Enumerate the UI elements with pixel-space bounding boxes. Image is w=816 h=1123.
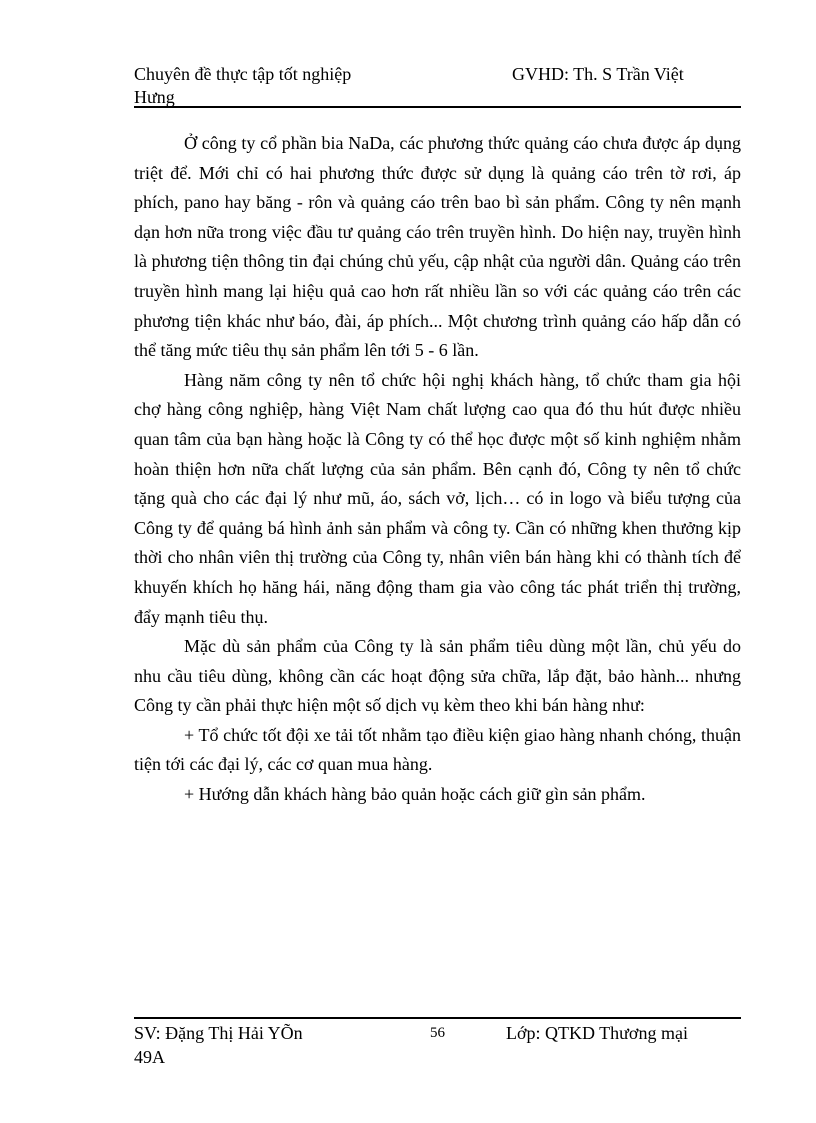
bullet-truck-fleet: + Tổ chức tốt đội xe tải tốt nhằm tạo điều kiện giao hàng nhanh chóng, thuận tiện tới các đại lý, các cơ quan mua hàng. (134, 724, 741, 775)
paragraph-advertising: Ở công ty cổ phần bia NaDa, các phương thức quảng cáo chưa được áp dụng triệt để. Mới chỉ có hai phương thức được sử dụng là quảng cáo trên tờ rơi, áp phích, pano hay băng - rôn và quảng cáo trên bao bì sản phẩm. Công ty nên mạnh dạn hơn nữa trong việc đầu tư quảng cáo trên truyền hình. Do hiện nay, truyền hình là phương tiện thông tin đại chúng chủ yếu, cập nhật của người dân. Quảng cáo trên truyền hình mang lại hiệu quả cao hơn rất nhiều lần so với các quảng cáo trên các phương tiện khác như báo, đài, áp phích... Một chương trình quảng cáo hấp dẫn có thể tăng mức tiêu thụ sản phẩm lên tới 5 - 6 lần. (134, 133, 741, 361)
header-title: Chuyên đề thực tập tốt nghiệp (134, 64, 352, 84)
footer-class: Lớp: QTKD Thương mại (506, 1023, 688, 1043)
paragraph-customer-events: Hàng năm công ty nên tổ chức hội nghị khách hàng, tổ chức tham gia hội chợ hàng công nghiệp, hàng Việt Nam chất lượng cao qua đó thu hút được nhiều quan tâm của bạn hàng hoặc là Công ty có thể học được một số kinh nghiệm nhằm hoàn thiện hơn nữa chất lượng của sản phẩm. Bên cạnh đó, Công ty nên tổ chức tặng quà cho các đại lý như mũ, áo, sách vở, lịch… có in logo và biểu tượng của Công ty để quảng bá hình ảnh sản phẩm và công ty. Cần có những khen thưởng kịp thời cho nhân viên thị trường của Công ty, nhân viên bán hàng khi có thành tích để khuyến khích họ hăng hái, năng động tham gia vào công tác phát triển thị trường, đẩy mạnh tiêu thụ. (134, 369, 741, 627)
bullet-product-care: + Hướng dẫn khách hàng bảo quản hoặc cách giữ gìn sản phẩm. (184, 784, 646, 805)
document-body (134, 129, 741, 810)
footer-student: SV: Đặng Thị Hải YÕn (134, 1023, 303, 1043)
page-number: 56 (430, 1025, 445, 1041)
header-supervisor: GVHD: Th. S Trần Việt (512, 64, 684, 84)
footer-student-continuation: 49A (134, 1047, 165, 1067)
page-footer (134, 1021, 741, 1071)
footer-divider (134, 1017, 741, 1019)
header-supervisor-continuation: Hưng (134, 87, 175, 107)
header-divider (134, 106, 741, 108)
paragraph-services: Mặc dù sản phẩm của Công ty là sản phẩm tiêu dùng một lần, chủ yếu do nhu cầu tiêu dùng, không cần các hoạt động sửa chữa, lắp đặt, bảo hành... nhưng Công ty cần phải thực hiện một số dịch vụ kèm theo khi bán hàng như: (134, 636, 741, 716)
page-header (134, 58, 741, 106)
